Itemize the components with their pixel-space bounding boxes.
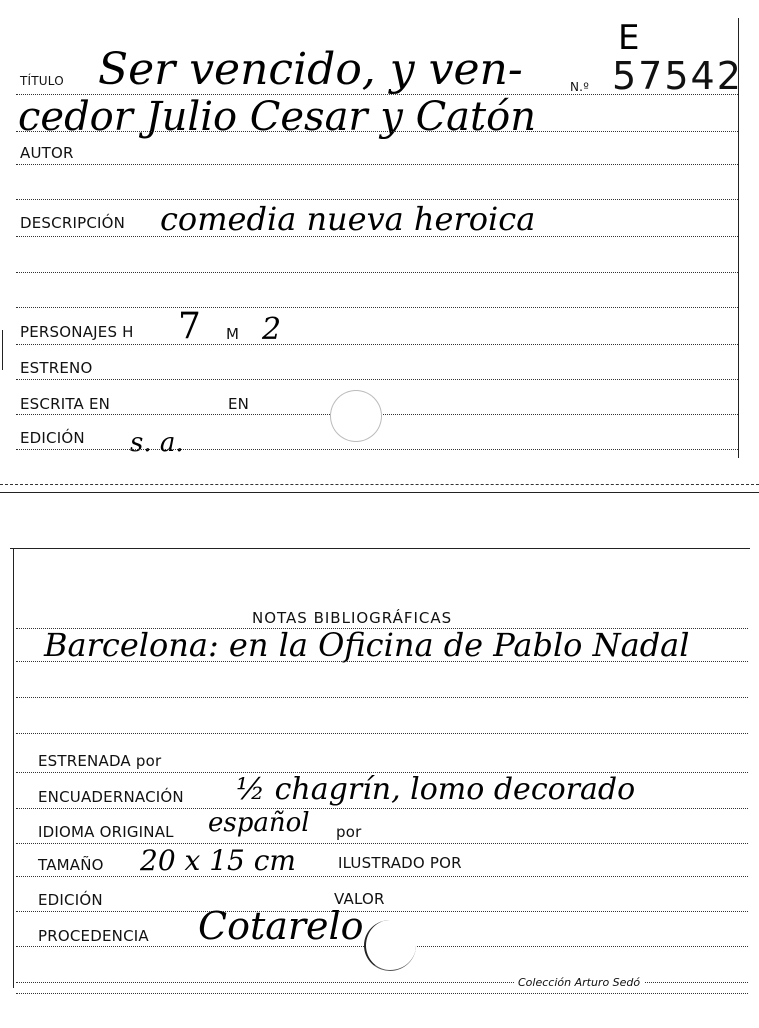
blank-rule-1	[16, 272, 738, 273]
titulo-rule-2	[16, 131, 738, 132]
escrita-label: ESCRITA EN	[20, 395, 111, 413]
bottom-card-left-edge	[13, 548, 14, 988]
collection-footer: Colección Arturo Sedó	[514, 976, 644, 989]
estrenada-label: ESTRENADA por	[38, 752, 162, 770]
top-card-bottom-edge	[0, 492, 759, 493]
top-card-left-edge	[2, 330, 3, 370]
tamano-label: TAMAÑO	[38, 856, 104, 874]
letter-mark: E	[618, 18, 640, 58]
bottom-card-top-edge	[10, 548, 750, 549]
top-card-bottom-rule	[0, 484, 759, 485]
idioma-value: español	[208, 808, 310, 838]
bottom-rule-2	[16, 993, 748, 994]
procedencia-label: PROCEDENCIA	[38, 927, 149, 945]
tamano-rule	[16, 876, 748, 877]
paper-damage-spot-2	[364, 920, 416, 971]
numero-value: 57542	[612, 54, 743, 98]
autor-rule	[16, 164, 738, 165]
idioma-label: IDIOMA ORIGINAL	[38, 823, 174, 841]
edicion-label-2: EDICIÓN	[38, 891, 103, 909]
paper-damage-spot	[330, 390, 382, 442]
personajes-m-label: M	[226, 325, 240, 343]
personajes-h-value: 7	[178, 306, 201, 347]
edicion-value: s. a.	[130, 428, 184, 458]
en-label: EN	[228, 395, 250, 413]
descripcion-rule	[16, 236, 738, 237]
tamano-value: 20 x 15 cm	[140, 844, 296, 877]
notas-rule-1	[16, 661, 748, 662]
valor-label: VALOR	[334, 890, 385, 908]
titulo-line-2: cedor Julio Cesar y Catón	[18, 94, 536, 140]
idioma-rule	[16, 843, 748, 844]
descripcion-label: DESCRIPCIÓN	[20, 214, 126, 232]
notas-value: Barcelona: en la Oficina de Pablo Nadal	[44, 626, 690, 664]
autor-label: AUTOR	[20, 144, 74, 162]
ilustrado-label: ILUSTRADO POR	[338, 854, 462, 872]
encuadernacion-rule	[16, 808, 748, 809]
personajes-m-value: 2	[262, 312, 282, 347]
personajes-label: PERSONAJES H	[20, 323, 134, 341]
titulo-line-1: Ser vencido, y ven-	[98, 44, 523, 95]
encuadernacion-label: ENCUADERNACIÓN	[38, 788, 184, 806]
idioma-por-label: por	[336, 823, 362, 841]
blank-rule-2	[16, 307, 738, 308]
notas-title: NOTAS BIBLIOGRÁFICAS	[252, 609, 453, 627]
descripcion-value: comedia nueva heroica	[160, 200, 536, 238]
numero-label: N.º	[570, 80, 590, 94]
edicion-label: EDICIÓN	[20, 429, 85, 447]
edicion-rule	[16, 449, 738, 450]
personajes-rule	[16, 344, 738, 345]
encuadernacion-value: ½ chagrín, lomo decorado	[236, 772, 636, 807]
notas-rule-2	[16, 697, 748, 698]
procedencia-value: Cotarelo	[198, 904, 364, 948]
notas-rule-3	[16, 733, 748, 734]
estreno-rule	[16, 379, 738, 380]
titulo-label: TÍTULO	[20, 74, 64, 88]
estreno-label: ESTRENO	[20, 359, 93, 377]
edicion-rule-2	[16, 911, 748, 912]
